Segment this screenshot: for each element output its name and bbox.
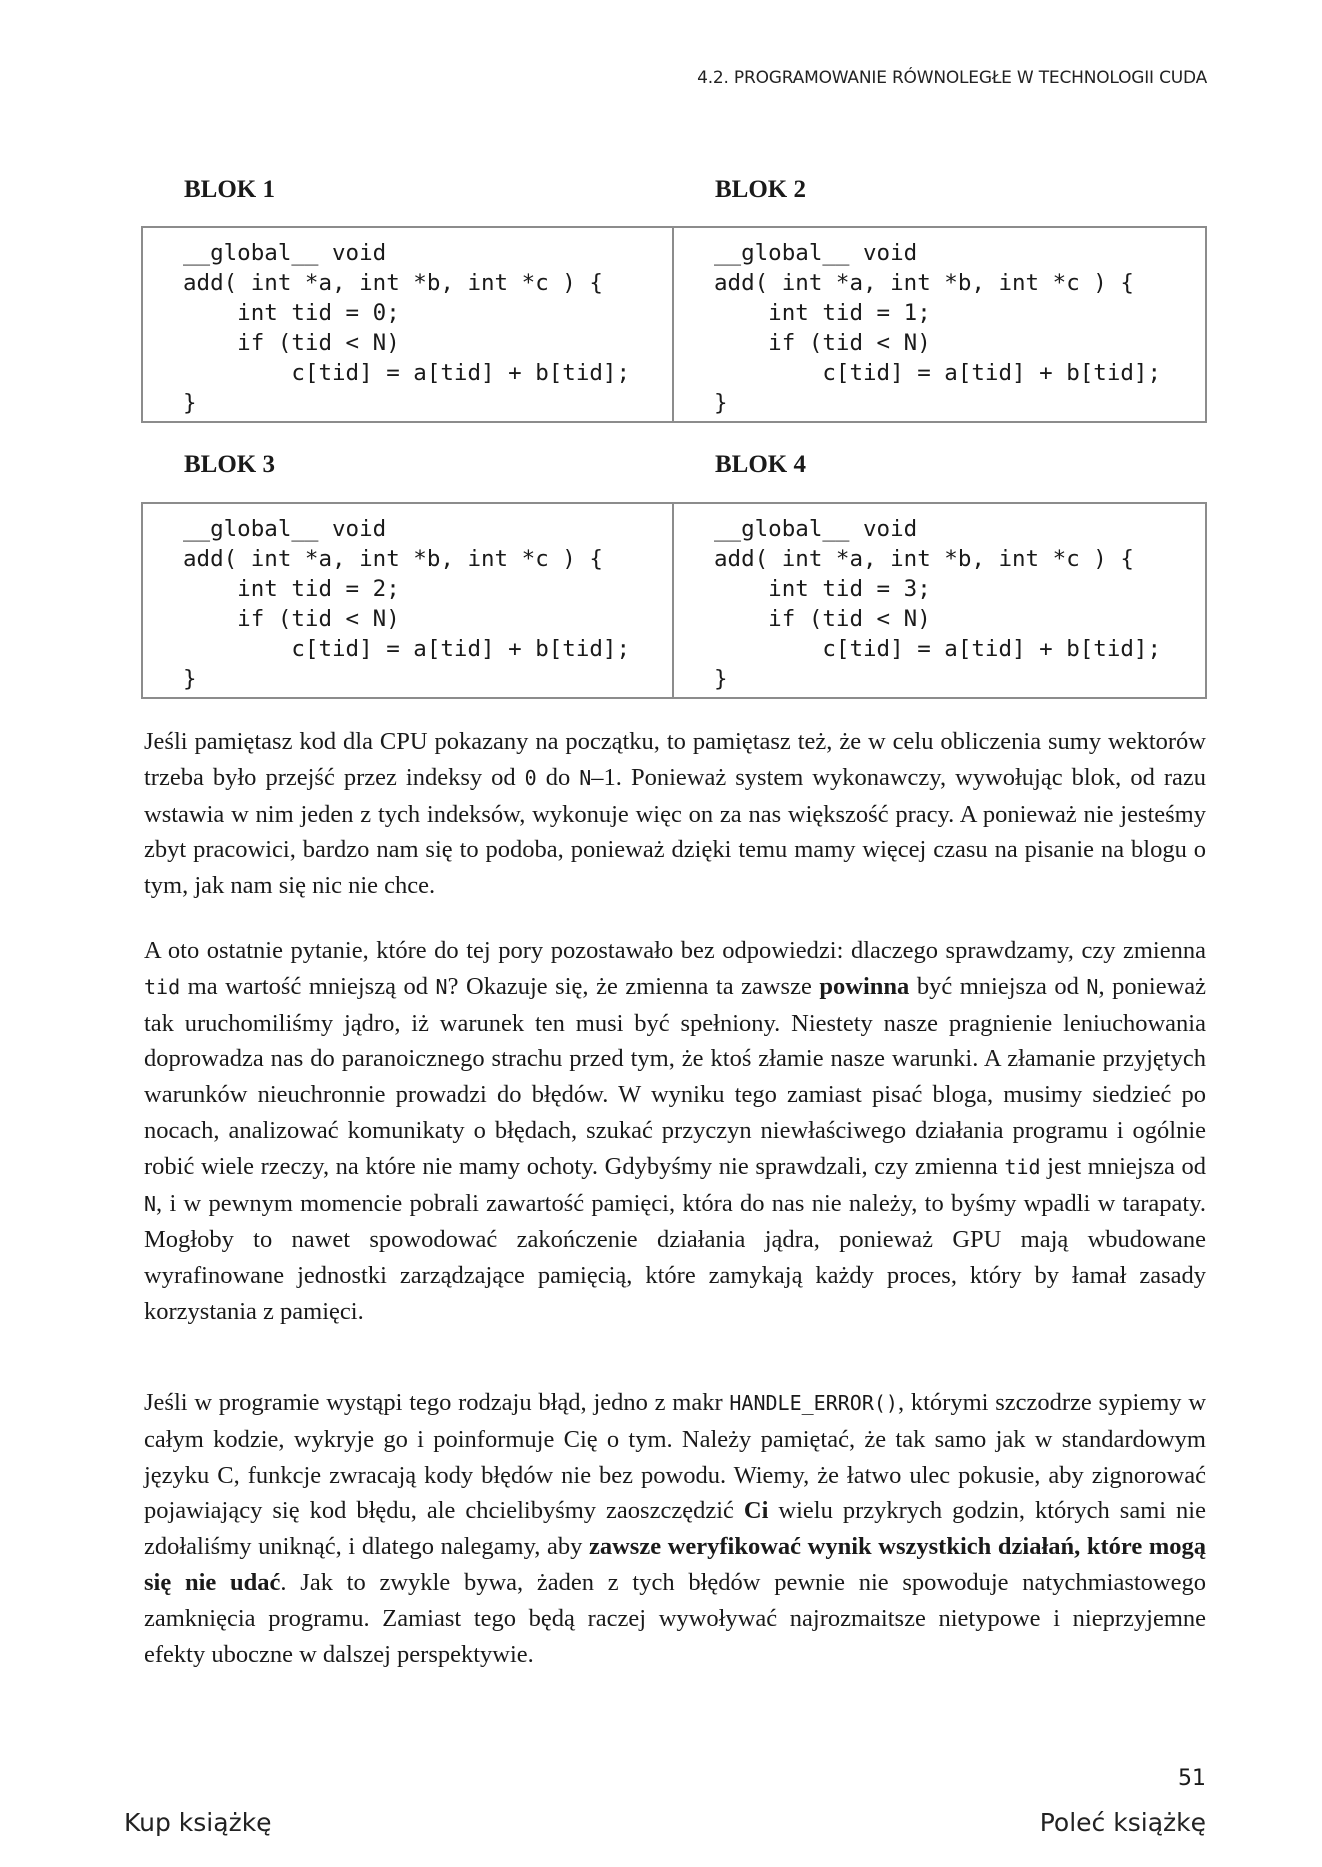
code-box-1 xyxy=(141,226,674,423)
text-run: A oto ostatnie pytanie, które do tej pory pozostawało bez odpowiedzi: dlaczego sprawdzamy, czy zmienna xyxy=(144,937,1206,964)
text-run: jest mniejsza od xyxy=(1040,1152,1206,1180)
block-3-title: BLOK 3 xyxy=(184,451,275,478)
text-run: –1. Ponieważ system wykonawczy, wywołując blok, od razu wstawia w nim jeden z tych indeksów, wykonuje więc on za nas większość pracy. A ponieważ nie jesteśmy zbyt pracowici, bardzo nam się to podoba, ponieważ dzięki temu mamy więcej czasu na pisanie na blogu o tym, jak nam się nic nie chce. xyxy=(144,763,1207,900)
text-run: być mniejsza od xyxy=(909,972,1087,1000)
bold-text: zawsze weryfikować wynik wszystkich działań, które mogą się nie udać xyxy=(144,1533,1206,1596)
block-4-title: BLOK 4 xyxy=(715,451,806,478)
text-run: wielu przykrych godzin, których sami nie zdołaliśmy uniknąć, i dlatego nalegamy, aby xyxy=(144,1497,1206,1561)
code-box-2 xyxy=(672,226,1207,423)
text-run: Jeśli pamiętasz kod dla CPU pokazany na początku, to pamiętasz też, że w celu obliczenia sumy wektorów trzeba było przejść przez indeksy od xyxy=(144,728,1206,791)
text-run: ma wartość mniejszą od xyxy=(180,972,436,1000)
bold-text: Ci xyxy=(743,1497,769,1525)
text-run: do xyxy=(536,763,580,791)
text-run: , którymi szczodrze sypiemy w całym kodzie, wykryje go i poinformuje Cię o tym. Należy pamiętać, że tak samo jak w standardowym języku C, funkcje zwracają kody błędów nie bez powodu. Wiemy, że łatwo ulec pokusie, aby zignorować pojawiający się kod błędu, ale chcielibyśmy zaoszczędzić xyxy=(144,1389,1207,1525)
paragraph-2 xyxy=(144,933,1206,1330)
text-run: . Jak to zwykle bywa, żaden z tych błędów pewnie nie spowoduje natychmiastowego zamknięcia programu. Zamiast tego będą raczej wywoływać najrozmaitsze nietypowe i nieprzyjemne efekty uboczne w dalszej perspektywie. xyxy=(144,1568,1207,1668)
inline-code: N xyxy=(579,765,592,790)
code-listing: __global__ void add( int *a, int *b, int *c ) { int tid = 2; if (tid < N) c[tid] = a[tid] + b[tid]; } xyxy=(183,516,631,692)
code-listing: __global__ void add( int *a, int *b, int *c ) { int tid = 3; if (tid < N) c[tid] = a[tid] + b[tid]; } xyxy=(714,516,1162,692)
block-1-title: BLOK 1 xyxy=(184,176,275,203)
bold-text: powinna xyxy=(819,972,910,1000)
text-run: , i w pewnym momencie pobrali zawartość pamięci, która do nas nie należy, to byśmy wpadli w tarapaty. Mogłoby to nawet spowodować zakończenie działania jądra, ponieważ GPU mają wbudowane wyrafinowane jednostki zarządzające pamięcią, które zamykają każdy proces, który by łamał zasady korzystania z pamięci. xyxy=(144,1189,1206,1325)
inline-code: N xyxy=(144,1191,157,1216)
code-box-4 xyxy=(672,502,1207,699)
text-run: ? Okazuje się, że zmienna ta zawsze xyxy=(447,972,820,1000)
code-box-3 xyxy=(141,502,674,699)
paragraph-1 xyxy=(144,724,1206,904)
paragraph-text xyxy=(144,933,1206,1330)
inline-code: 0 xyxy=(524,765,537,790)
inline-code: N xyxy=(435,974,448,999)
paragraph-text xyxy=(144,724,1206,904)
page-number: 51 xyxy=(1178,1766,1206,1791)
inline-code: tid xyxy=(144,974,181,999)
text-run: , ponieważ tak uruchomiliśmy jądro, iż warunek ten musi być spełniony. Niestety nasze pragnienie leniuchowania doprowadza nas do paranoicznego strachu przed tym, że ktoś złamie nasze warunki. A złamanie przyjętych warunków nieuchronnie prowadzi do błędów. W wyniku tego zamiast pisać bloga, musimy siedzieć po nocach, analizować komunikaty o błędach, szukać przyczyn niewłaściwego działania programu i ogólnie robić wiele rzeczy, na które nie mamy ochoty. Gdybyśmy nie sprawdzali, czy zmienna xyxy=(144,972,1207,1180)
code-listing: __global__ void add( int *a, int *b, int *c ) { int tid = 1; if (tid < N) c[tid] = a[tid] + b[tid]; } xyxy=(714,240,1162,416)
inline-code: N xyxy=(1086,974,1099,999)
inline-code: tid xyxy=(1004,1154,1041,1179)
buy-book-link[interactable]: Kup książkę xyxy=(124,1808,272,1837)
inline-code: HANDLE_ERROR() xyxy=(729,1391,898,1415)
paragraph-text xyxy=(144,1385,1206,1672)
recommend-book-link[interactable]: Poleć książkę xyxy=(1039,1808,1206,1837)
code-listing: __global__ void add( int *a, int *b, int *c ) { int tid = 0; if (tid < N) c[tid] = a[tid] + b[tid]; } xyxy=(183,240,631,416)
text-run: Jeśli w programie wystąpi tego rodzaju błąd, jedno z makr xyxy=(144,1389,730,1416)
block-2-title: BLOK 2 xyxy=(715,176,806,203)
paragraph-3 xyxy=(144,1385,1206,1672)
running-header: 4.2. PROGRAMOWANIE RÓWNOLEGŁE W TECHNOLOGII CUDA xyxy=(697,68,1207,88)
